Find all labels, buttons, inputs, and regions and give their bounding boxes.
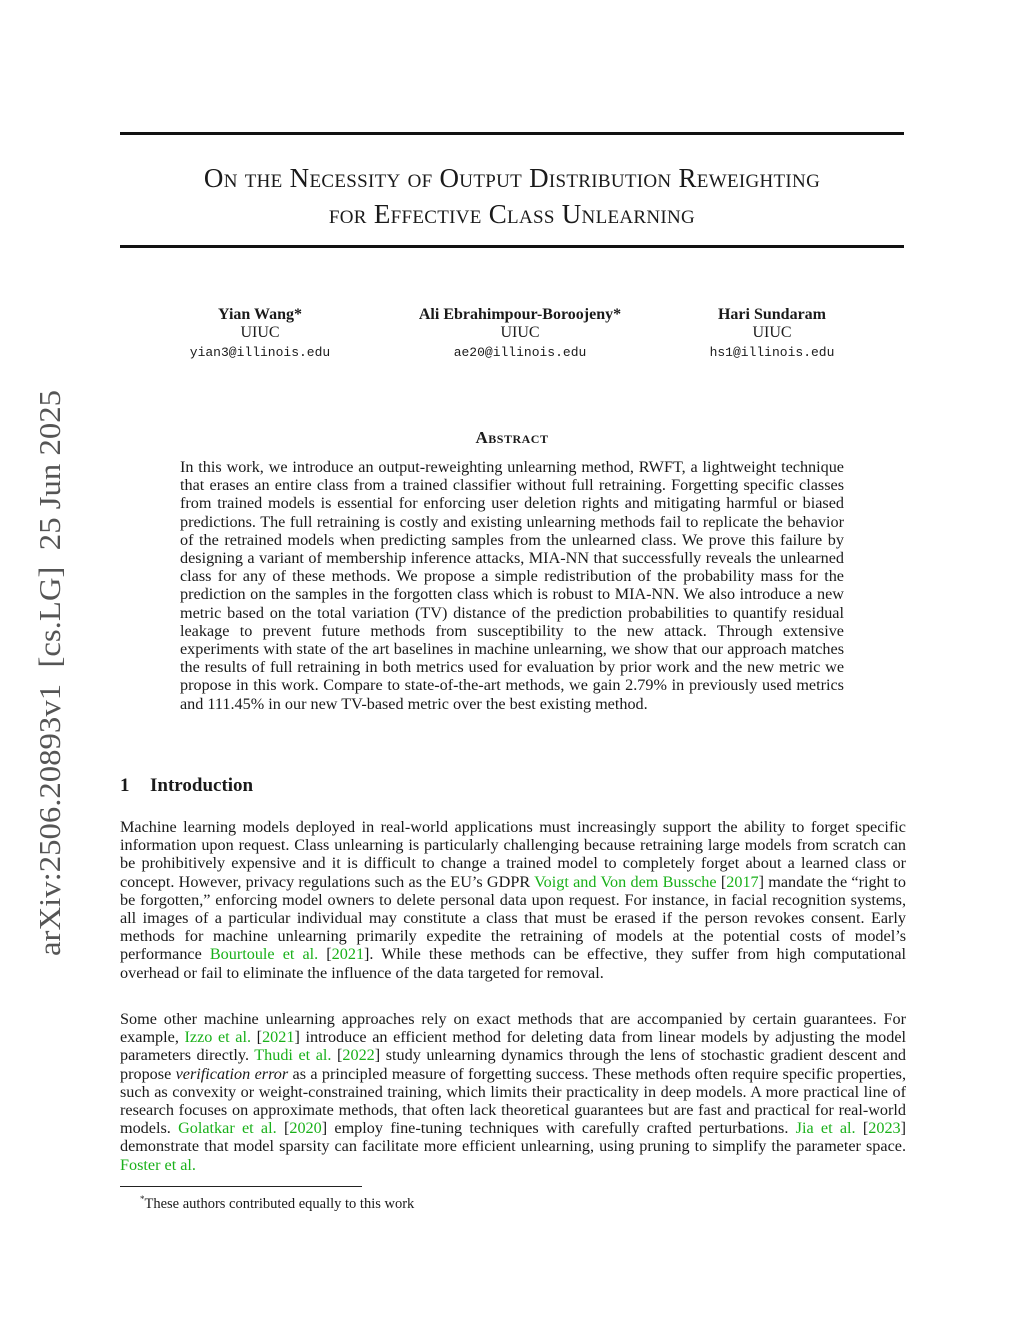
author-email[interactable]: hs1@illinois.edu xyxy=(709,345,835,360)
citation-year-link[interactable]: 2023 xyxy=(868,1119,901,1138)
text-run: Machine learning models deployed in real-world applications must increasingly support the ability to forget specific information upon request. Class unlearning is particularly challenging because retraining large models from scratch can be prohibitively expensive and it is difficult to change a trained model to completely forget about a learned class or concept. However, privacy regulations such as the EU’s GDPR xyxy=(120,818,906,891)
author-name: Ali Ebrahimpour-Boroojeny* xyxy=(418,306,622,323)
author-email[interactable]: yian3@illinois.edu xyxy=(189,345,331,360)
section-heading xyxy=(120,775,253,797)
author-affiliation: UIUC xyxy=(240,324,280,341)
text-run: ] mandate the “right to be forgotten,” enforcing model owners to delete personal data upon request. For instance, in facial recognition systems, all images of a particular individual may constitute a class that must be erased if the person revokes consent. Early methods for machine unlearning primarily expedite the retraining of models at the potential costs of model’s performance xyxy=(120,872,906,964)
citation-year-link[interactable]: 2021 xyxy=(262,1028,295,1047)
author-name: Yian Wang* xyxy=(217,306,303,323)
citation-link[interactable]: Thudi et al. xyxy=(254,1046,332,1065)
citation-link[interactable]: Izzo et al. xyxy=(184,1028,252,1047)
abstract-text: In this work, we introduce an output-reweighting unlearning method, RWFT, a lightweight technique that erases an entire class from a trained classifier without full retraining. Forgetting specific classes from trained models is essential for enforcing user deletion rights and mitigating harmful or biased predictions. The full retraining is costly and existing unlearning methods fail to replicate the behavior of the retrained models when predicting samples from the unlearned class. We prove this failure by designing a variant of membership inference attacks, MIA-NN that successfully reveals the unlearned class for any of these methods. We propose a simple redistribution of the probability mass for the prediction on the samples in the forgotten class which is robust to MIA-NN. We also introduce a new metric based on the total variation (TV) distance of the prediction probabilities to quantify residual leakage to prevent future methods from susceptibility to the new attack. Through extensive experiments with state of the art baselines in machine unlearning, we show that our approach matches the results of full retraining in both metrics used for evaluation by prior work and the new metric we propose in this work. Compare to state-of-the-art methods, we gain 2.79% in previously used metrics and 111.45% in our new TV-based metric over the best existing method. xyxy=(180,458,844,713)
title-rule-top xyxy=(120,132,904,135)
text-run: ]. While these methods can be effective, they suffer from high computational overhead or fail to eliminate the influence of the data targeted for removal. xyxy=(120,945,907,982)
citation-year-link[interactable]: 2017 xyxy=(726,872,759,891)
intro-paragraph-1 xyxy=(120,818,906,982)
author-3 xyxy=(680,306,864,362)
text-run: ] demonstrate that model sparsity can facilitate more efficient unlearning, using pruning to simplify the parameter space. xyxy=(120,1119,907,1156)
text-run: Some other machine unlearning approaches rely on exact methods that are accompanied by certain guarantees. For example, xyxy=(120,1010,906,1047)
text-run: [ xyxy=(251,1028,263,1047)
intro-paragraph-2 xyxy=(120,1010,906,1174)
abstract-heading: Abstract xyxy=(475,428,549,447)
text-run: ] introduce an efficient method for deleting data from linear models by adjusting the model parameters directly. xyxy=(120,1028,907,1065)
paper-title xyxy=(120,160,904,232)
arxiv-stamp xyxy=(8,384,88,964)
citation-year-link[interactable]: 2020 xyxy=(289,1119,322,1138)
text-run: [ xyxy=(716,872,727,891)
text-run: [ xyxy=(331,1046,343,1065)
title-line-1: On the Necessity of Output Distribution Reweighting xyxy=(203,163,821,193)
author-1 xyxy=(160,306,360,362)
citation-link[interactable]: Foster et al. xyxy=(120,1155,196,1174)
citation-link[interactable]: Golatkar et al. xyxy=(178,1119,277,1138)
citation-link[interactable]: Jia et al. xyxy=(795,1119,856,1138)
footnote-text: These authors contributed equally to this work xyxy=(144,1195,415,1212)
citation-link[interactable]: Voigt and Von dem Bussche xyxy=(534,872,717,891)
arxiv-id: arXiv:2506.20893v1 [cs.LG] 25 Jun 2025 xyxy=(32,420,67,956)
citation-year-link[interactable]: 2022 xyxy=(342,1046,375,1065)
footnote-rule xyxy=(120,1186,362,1187)
author-name: Hari Sundaram xyxy=(717,306,826,323)
emphasis-text: verification error xyxy=(175,1064,289,1083)
text-run: ] study unlearning dynamics through the lens of stochastic gradient descent and propose xyxy=(120,1046,907,1083)
text-run: [ xyxy=(855,1119,869,1138)
citation-link[interactable]: Bourtoule et al. xyxy=(209,945,319,964)
author-affiliation: UIUC xyxy=(752,324,792,341)
text-run: as a principled measure of forgetting success. These methods often require specific properties, such as convexity or weight-constrained training, which limits their practicality in deep models. A more practical line of research focuses on approximate methods, that often lack theoretical guarantees but are fast and practical for real-world models. xyxy=(120,1064,907,1138)
section-number: 1 xyxy=(120,775,130,796)
text-run: ] employ fine-tuning techniques with carefully crafted perturbations. xyxy=(321,1119,796,1138)
text-run: [ xyxy=(276,1119,290,1138)
author-email[interactable]: ae20@illinois.edu xyxy=(453,345,587,360)
section-title: Introduction xyxy=(150,775,254,796)
author-2 xyxy=(380,306,660,362)
footnote xyxy=(140,1190,414,1213)
author-affiliation: UIUC xyxy=(500,324,540,341)
title-rule-bottom xyxy=(120,245,904,248)
footnote-mark: * xyxy=(140,1194,145,1204)
citation-year-link[interactable]: 2021 xyxy=(331,945,365,964)
title-line-2: for Effective Class Unlearning xyxy=(328,199,696,229)
text-run: [ xyxy=(318,945,332,964)
